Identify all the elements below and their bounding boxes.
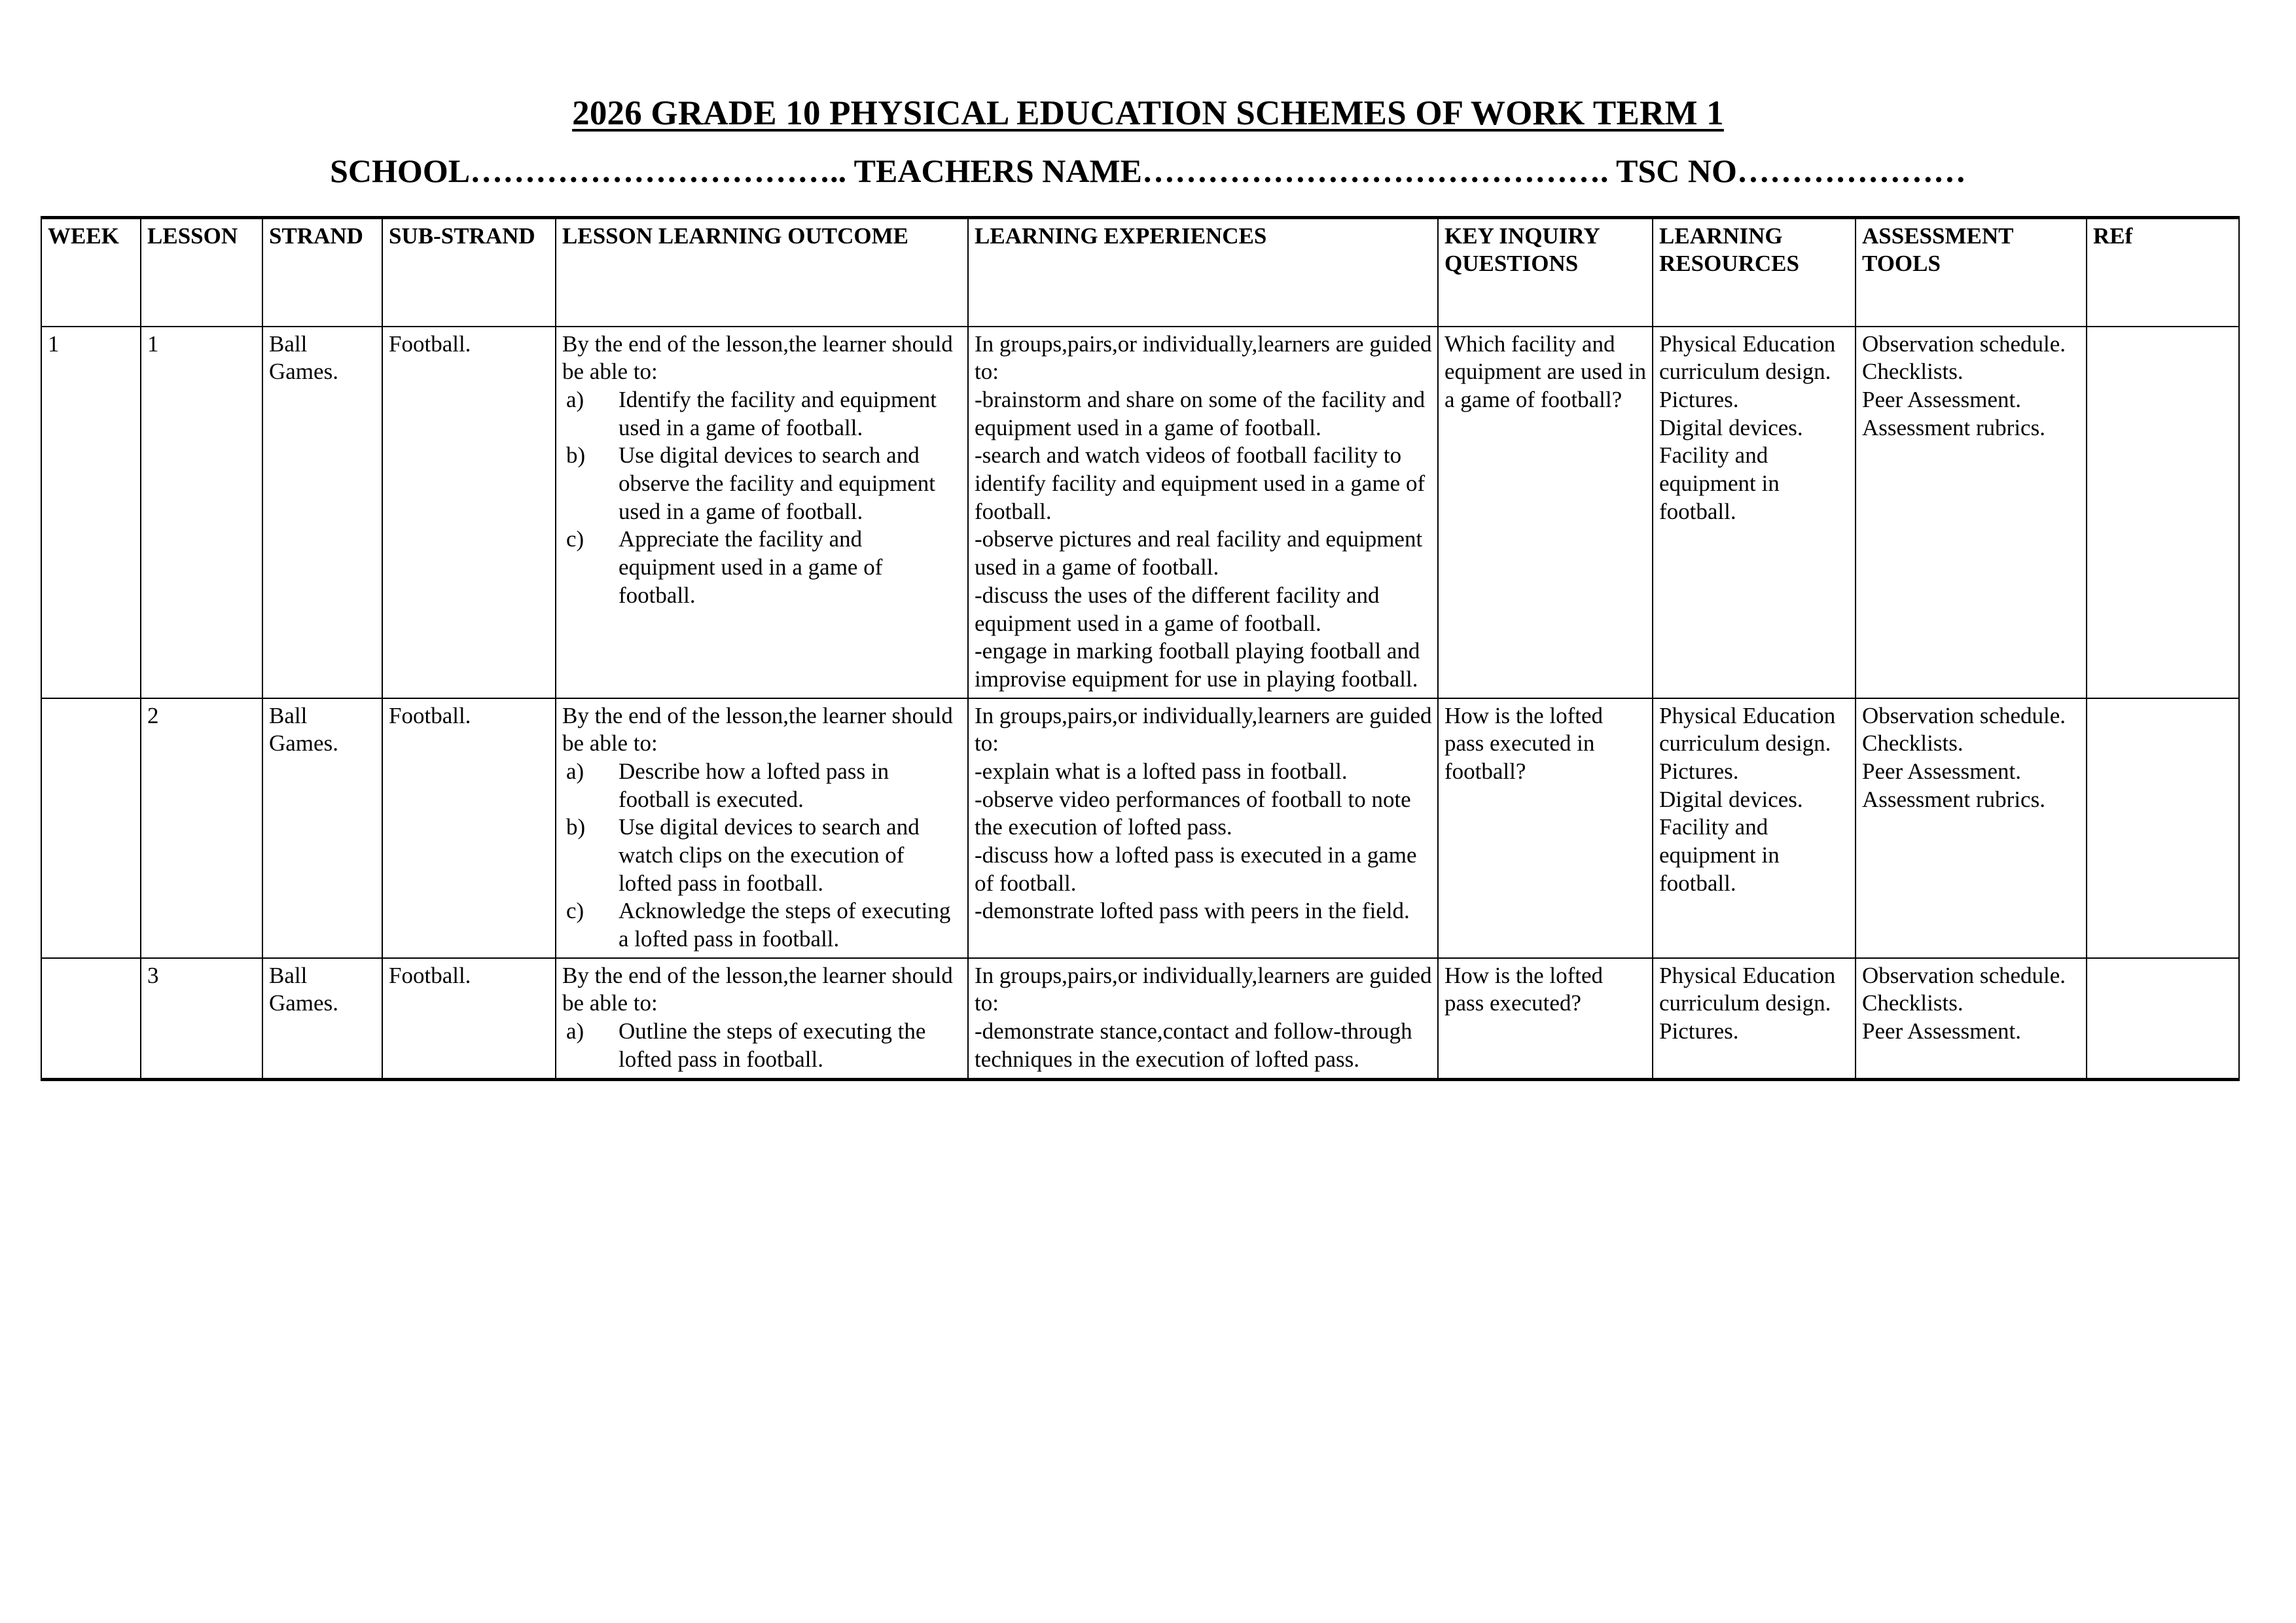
cell-assessment-tools	[1856, 698, 2087, 958]
schemes-table-wrapper	[0, 216, 2296, 1081]
outcome-list-item	[562, 442, 963, 526]
outcome-list-item	[562, 813, 963, 897]
column-header-learning-experiences: LEARNING EXPERIENCES	[968, 217, 1438, 327]
experiences-list-item: -demonstrate lofted pass with peers in the field.	[975, 898, 1410, 924]
outcome-item-text: Use digital devices to search and observe the facility and equipment used in a game of football.	[619, 442, 936, 524]
learning-resource-item: Digital devices.	[1659, 414, 1803, 440]
column-header-ref: REf	[2087, 217, 2239, 327]
cell-sub-strand	[382, 698, 556, 958]
outcome-list	[562, 758, 963, 954]
assessment-tools-list	[1862, 962, 2081, 1046]
experiences-list-item: -engage in marking football playing football and improvise equipment for use in playing football.	[975, 638, 1420, 692]
cell-learning-experiences	[968, 327, 1438, 698]
cell-learning-resources	[1653, 958, 1856, 1079]
outcome-item-marker: a)	[566, 758, 584, 784]
learning-resource-item: Pictures.	[1659, 387, 1739, 413]
outcome-item-text: Appreciate the facility and equipment used in a game of football.	[619, 526, 883, 608]
column-header-learning-resources: LEARNING RESOURCES	[1653, 217, 1856, 327]
experiences-list-item: -observe pictures and real facility and equipment used in a game of football.	[975, 526, 1423, 580]
cell-week-value: 1	[48, 330, 60, 357]
outcome-intro: By the end of the lesson,the learner should be able to:	[562, 962, 953, 1016]
cell-strand	[262, 958, 382, 1079]
assessment-tool-item: Observation schedule.	[1862, 702, 2066, 728]
cell-lesson-value: 1	[147, 330, 159, 357]
cell-lesson	[141, 698, 262, 958]
experiences-intro: In groups,pairs,or individually,learners are guided to:	[975, 962, 1432, 1016]
outcome-item-marker: c)	[566, 898, 584, 924]
cell-sub-strand	[382, 327, 556, 698]
cell-lesson-value: 2	[147, 702, 159, 728]
assessment-tools-list	[1862, 330, 2081, 442]
cell-learning-experiences	[968, 698, 1438, 958]
learning-resource-item: Physical Education curriculum design.	[1659, 962, 1836, 1016]
school-teacher-tsc-line: SCHOOL…………………………….. TEACHERS NAME……………………………………. TSC NO…………………	[330, 152, 1966, 190]
cell-strand	[262, 698, 382, 958]
page-title	[0, 0, 2296, 132]
cell-lesson	[141, 327, 262, 698]
table-body	[41, 327, 2239, 1079]
table-row	[41, 698, 2239, 958]
learning-resource-item: Physical Education curriculum design.	[1659, 330, 1836, 385]
experiences-list-item: -brainstorm and share on some of the facility and equipment used in a game of football.	[975, 387, 1426, 440]
outcome-item-text: Describe how a lofted pass in football is executed.	[619, 758, 889, 812]
cell-key-inquiry-question	[1438, 958, 1653, 1079]
learning-resource-item: Physical Education curriculum design.	[1659, 702, 1836, 757]
cell-strand-value: Ball Games.	[269, 702, 338, 757]
experiences-list-item: -explain what is a lofted pass in football.	[975, 758, 1348, 784]
learning-resource-item: Digital devices.	[1659, 786, 1803, 812]
table-header-row	[41, 217, 2239, 327]
cell-assessment-tools	[1856, 958, 2087, 1079]
assessment-tool-item: Checklists.	[1862, 730, 1964, 757]
outcome-list	[562, 386, 963, 610]
experiences-list-item: -observe video performances of football to note the execution of lofted pass.	[975, 786, 1411, 840]
outcome-list-item	[562, 758, 963, 813]
outcome-item-text: Identify the facility and equipment used in a game of football.	[619, 387, 937, 440]
cell-lesson-learning-outcome	[556, 327, 968, 698]
cell-ref	[2087, 698, 2239, 958]
assessment-tool-item: Assessment rubrics.	[1862, 414, 2045, 440]
cell-ref	[2087, 958, 2239, 1079]
assessment-tool-item: Observation schedule.	[1862, 330, 2066, 357]
outcome-item-text: Acknowledge the steps of executing a lofted pass in football.	[619, 898, 951, 952]
outcome-intro: By the end of the lesson,the learner should be able to:	[562, 702, 953, 757]
outcome-list	[562, 1018, 963, 1073]
key-inquiry-text: How is the lofted pass executed?	[1444, 962, 1604, 1016]
experiences-list-item: -discuss how a lofted pass is executed in a game of football.	[975, 842, 1417, 896]
assessment-tools-list	[1862, 702, 2081, 814]
cell-week	[41, 958, 141, 1079]
outcome-item-marker: b)	[566, 442, 586, 469]
learning-resource-item: Pictures.	[1659, 1018, 1739, 1044]
experiences-list	[975, 1018, 1433, 1073]
outcome-item-text: Outline the steps of executing the lofted pass in football.	[619, 1018, 926, 1072]
experiences-list	[975, 758, 1433, 925]
column-header-assessment-tools: ASSESSMENT TOOLS	[1856, 217, 2087, 327]
outcome-list-item	[562, 897, 963, 953]
experiences-intro: In groups,pairs,or individually,learners are guided to:	[975, 702, 1432, 757]
assessment-tool-item: Checklists.	[1862, 359, 1964, 385]
experiences-list	[975, 386, 1433, 694]
outcome-item-marker: a)	[566, 387, 584, 413]
outcome-list-item	[562, 386, 963, 442]
cell-key-inquiry-question	[1438, 698, 1653, 958]
learning-resource-item: Facility and equipment in football.	[1659, 442, 1780, 524]
key-inquiry-text: How is the lofted pass executed in football?	[1444, 702, 1604, 784]
cell-key-inquiry-question	[1438, 327, 1653, 698]
key-inquiry-text: Which facility and equipment are used in a game of football?	[1444, 330, 1647, 413]
cell-week	[41, 698, 141, 958]
cell-sub-strand-value: Football.	[389, 330, 471, 357]
assessment-tool-item: Peer Assessment.	[1862, 758, 2022, 784]
cell-sub-strand-value: Football.	[389, 702, 471, 728]
assessment-tool-item: Checklists.	[1862, 990, 1964, 1016]
cell-sub-strand	[382, 958, 556, 1079]
learning-resource-item: Facility and equipment in football.	[1659, 814, 1780, 896]
cell-lesson-learning-outcome	[556, 698, 968, 958]
experiences-list-item: -demonstrate stance,contact and follow-through techniques in the execution of lofted pass.	[975, 1018, 1412, 1072]
cell-lesson	[141, 958, 262, 1079]
table-row	[41, 327, 2239, 698]
column-header-lesson: LESSON	[141, 217, 262, 327]
assessment-tool-item: Observation schedule.	[1862, 962, 2066, 988]
assessment-tool-item: Peer Assessment.	[1862, 387, 2022, 413]
cell-strand-value: Ball Games.	[269, 962, 338, 1016]
outcome-item-marker: c)	[566, 526, 584, 552]
learning-resource-item: Pictures.	[1659, 758, 1739, 784]
assessment-tool-item: Assessment rubrics.	[1862, 786, 2045, 812]
column-header-sub-strand: SUB-STRAND	[382, 217, 556, 327]
cell-strand	[262, 327, 382, 698]
experiences-list-item: -discuss the uses of the different facility and equipment used in a game of football.	[975, 582, 1380, 636]
column-header-strand: STRAND	[262, 217, 382, 327]
cell-sub-strand-value: Football.	[389, 962, 471, 988]
outcome-item-marker: b)	[566, 814, 586, 840]
page-title-text: 2026 GRADE 10 PHYSICAL EDUCATION SCHEMES OF WORK TERM 1	[572, 94, 1724, 132]
experiences-intro: In groups,pairs,or individually,learners are guided to:	[975, 330, 1432, 385]
cell-learning-experiences	[968, 958, 1438, 1079]
outcome-list-item	[562, 1018, 963, 1073]
outcome-intro: By the end of the lesson,the learner should be able to:	[562, 330, 953, 385]
learning-resources-list	[1659, 962, 1850, 1046]
cell-lesson-learning-outcome	[556, 958, 968, 1079]
learning-resources-list	[1659, 330, 1850, 526]
column-header-week: WEEK	[41, 217, 141, 327]
experiences-list-item: -search and watch videos of football facility to identify facility and equipment used in a game of football.	[975, 442, 1426, 524]
outcome-item-marker: a)	[566, 1018, 584, 1044]
table-row	[41, 958, 2239, 1079]
cell-ref	[2087, 327, 2239, 698]
cell-week	[41, 327, 141, 698]
cell-lesson-value: 3	[147, 962, 159, 988]
column-header-lesson-learning-outcome: LESSON LEARNING OUTCOME	[556, 217, 968, 327]
cell-learning-resources	[1653, 698, 1856, 958]
outcome-list-item	[562, 526, 963, 609]
assessment-tool-item: Peer Assessment.	[1862, 1018, 2022, 1044]
outcome-item-text: Use digital devices to search and watch clips on the execution of lofted pass in football.	[619, 814, 920, 896]
cell-learning-resources	[1653, 327, 1856, 698]
cell-strand-value: Ball Games.	[269, 330, 338, 385]
cell-assessment-tools	[1856, 327, 2087, 698]
column-header-key-inquiry-questions: KEY INQUIRY QUESTIONS	[1438, 217, 1653, 327]
schemes-of-work-table	[41, 216, 2240, 1081]
learning-resources-list	[1659, 702, 1850, 898]
